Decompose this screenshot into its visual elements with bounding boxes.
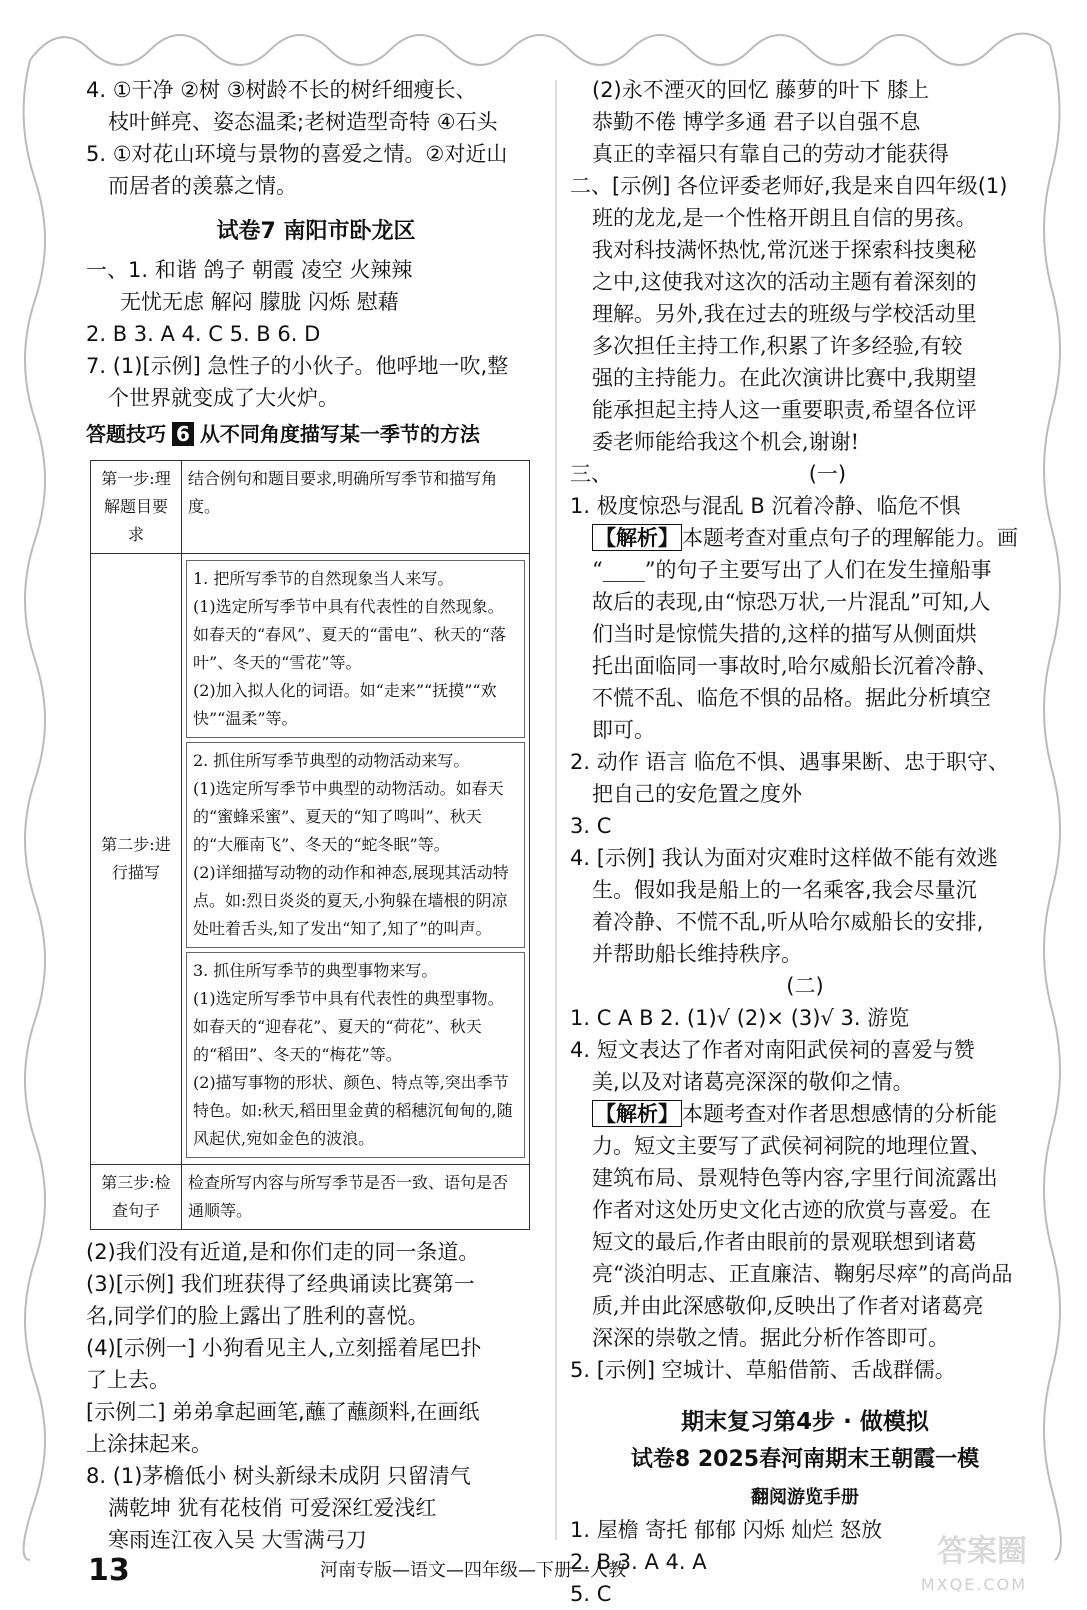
step1-text: 结合例句和题目要求,明确所写季节和描写角度。	[182, 461, 530, 554]
answer-line: 2. B 3. A 4. C 5. B 6. D	[86, 322, 321, 346]
section-number: 三、	[570, 462, 612, 486]
handwritten-line: 委老师能给我这个机会,谢谢!	[592, 430, 860, 454]
answer-line: 个世界就变成了大火炉。	[108, 386, 339, 410]
answer-line: 了上去。	[86, 1368, 170, 1392]
analysis-line: 们当时是惊慌失措的,这样的描写从侧面烘	[592, 622, 977, 646]
right-column	[570, 74, 1040, 1610]
answer-line: 8. (1)茅檐低小 树头新绿未成阴 只留清气	[86, 1464, 471, 1488]
method-table	[90, 460, 530, 1230]
analysis-line: “____”的句子主要写出了人们在发生撞船事	[592, 558, 992, 582]
subsection-label: (一)	[808, 462, 847, 486]
answer-line: 7. (1)[示例] 急性子的小伙子。他呼地一吹,整	[86, 354, 509, 378]
handwritten-line: 我对科技满怀热忱,常沉迷于探索科技奥秘	[592, 238, 977, 262]
analysis-line: 深深的崇敬之情。据此分析作答即可。	[592, 1326, 949, 1350]
block-line: 1. 把所写季节的自然现象当人来写。	[193, 569, 454, 588]
block-line: (2)加入拟人化的词语。如“走来”“抚摸”“欢快”“温柔”等。	[193, 681, 497, 728]
analysis-tag: 【解析】	[592, 1100, 682, 1127]
block-line: (1)选定所写季节中具有代表性的自然现象。如春天的“春风”、夏天的“雷电”、秋天的“落叶”、冬天的“雪花”等。	[193, 597, 506, 672]
answer-line: (4)[示例一] 小狗看见主人,立刻摇着尾巴扑	[86, 1336, 482, 1360]
subsection-label: (二)	[786, 974, 824, 998]
answer-line: 4. [示例] 我认为面对灾难时这样做不能有效逃	[570, 846, 998, 870]
method-block-1	[186, 560, 525, 738]
block-line: (1)选定所写季节中具有代表性的典型事物。如春天的“迎春花”、夏天的“荷花”、秋天的“稻田”、冬天的“梅花”等。	[193, 989, 504, 1064]
block-line: (2)描写事物的形状、颜色、特点等,突出季节特色。如:秋天,稻田里金黄的稻穗沉甸甸的,随风起伏,宛如金色的波浪。	[193, 1073, 513, 1148]
tip-number: 6	[172, 422, 194, 446]
handwritten-line: 班的龙龙,是一个性格开朗且自信的男孩。	[592, 206, 977, 230]
step3-text: 检查所写内容与所写季节是否一致、语句是否通顺等。	[182, 1165, 530, 1230]
answer-line: 一、1. 和谐 鸽子 朝霞 凌空 火辣辣	[86, 258, 413, 282]
handwritten-line: 能承担起主持人这一重要职责,希望各位评	[592, 398, 977, 422]
section-title: 翻阅游览手册	[751, 1487, 859, 1508]
answer-line: 5. C	[570, 1582, 612, 1606]
analysis-line	[570, 522, 1040, 554]
analysis-line: 不慌不乱、临危不惧的品格。据此分析填空	[592, 686, 991, 710]
tip-label: 答题技巧	[86, 422, 166, 446]
analysis-line: 作者对这处历史文化古迹的欣赏与喜爱。在	[592, 1198, 991, 1222]
watermark-logo: 答案圈	[937, 1534, 1027, 1569]
handwritten-line: 理解。另外,我在过去的班级与学校活动里	[592, 302, 977, 326]
answer-line: 而居者的羡慕之情。	[108, 174, 297, 198]
page-number: 13	[88, 1553, 130, 1588]
left-column	[86, 74, 546, 1556]
analysis-line: 亮“淡泊明志、正直廉洁、鞠躬尽瘁”的高尚品	[592, 1262, 1013, 1286]
tip-text: 从不同角度描写某一季节的方法	[199, 422, 480, 446]
page-footer	[0, 1534, 1087, 1600]
answer-line: [示例二] 弟弟拿起画笔,蘸了蘸颜料,在画纸	[86, 1400, 480, 1424]
block-line: 2. 抓住所写季节典型的动物活动来写。	[193, 751, 470, 770]
handwritten-line: 强的主持能力。在此次演讲比赛中,我期望	[592, 366, 977, 390]
handwritten-line: 之中,这使我对这次的活动主题有着深刻的	[592, 270, 977, 294]
step3-label: 第三步:检查句子	[91, 1165, 182, 1230]
answer-line: 上涂抹起来。	[86, 1432, 212, 1456]
answer-line: 1. 极度惊恐与混乱 B 沉着冷静、临危不惧	[570, 494, 961, 518]
answer-line: 把自己的安危置之度外	[592, 782, 802, 806]
handwritten-line: 多次担任主持工作,积累了许多经验,有较	[592, 334, 963, 358]
analysis-tag: 【解析】	[592, 524, 682, 551]
review-title: 期末复习第4步 · 做模拟	[681, 1409, 929, 1435]
answer-line: 满乾坤 犹有花枝俏 可爱深红爱浅红	[108, 1496, 437, 1520]
method-block-3	[186, 952, 525, 1158]
answer-line: 5. [示例] 空城计、草船借箭、舌战群儒。	[570, 1358, 956, 1382]
analysis-line: 力。短文主要写了武侯祠祠院的地理位置、	[592, 1134, 991, 1158]
block-line: (2)详细描写动物的动作和神态,展现其活动特点。如:烈日炎炎的夏天,小狗躲在墙根的阴凉处吐着舌头,知了发出“知了,知了”的叫声。	[193, 863, 509, 938]
block-line: 3. 抓住所写季节的典型事物来写。	[193, 961, 438, 980]
analysis-line: 质,并由此深感敬仰,反映出了作者对诸葛亮	[592, 1294, 984, 1318]
answer-line: 二、[示例] 各位评委老师好,我是来自四年级(1)	[570, 174, 1008, 198]
section-three-header	[570, 458, 1040, 490]
answer-line: 寒雨连江夜入吴 大雪满弓刀	[108, 1528, 367, 1552]
answer-line: 着冷静、不慌不乱,听从哈尔威船长的安排,	[592, 910, 984, 934]
tip-header	[86, 418, 546, 450]
analysis-text: 本题考查对重点句子的理解能力。画	[682, 526, 1018, 550]
paper8-title: 试卷8 2025春河南期末王朝霞一模	[630, 1447, 980, 1472]
answer-line: 生。假如我是船上的一名乘客,我会尽量沉	[592, 878, 977, 902]
answer-line: 美,以及对诸葛亮深深的敬仰之情。	[592, 1070, 914, 1094]
answer-line: (3)[示例] 我们班获得了经典诵读比赛第一	[86, 1272, 475, 1296]
book-info: 河南专版—语文—四年级—下册—人教	[320, 1560, 626, 1581]
answer-line: 真正的幸福只有靠自己的劳动才能获得	[592, 142, 949, 166]
answer-line: 名,同学们的脸上露出了胜利的喜悦。	[86, 1304, 429, 1328]
answer-line: (2)永不湮灭的回忆 藤萝的叶下 膝上	[592, 78, 930, 102]
answer-line: 3. C	[570, 814, 612, 838]
block-line: (1)选定所写季节中典型的动物活动。如春天的“蜜蜂采蜜”、夏天的“知了鸣叫”、秋天的“大雁南飞”、冬天的“蛇冬眠”等。	[193, 779, 504, 854]
answer-line: 无忧无虑 解闷 朦胧 闪烁 慰藉	[120, 290, 399, 314]
answer-line: 1. 屋檐 寄托 郁郁 闪烁 灿烂 怒放	[570, 1518, 883, 1542]
analysis-line: 短文的最后,作者由眼前的景观联想到诸葛	[592, 1230, 977, 1254]
answer-line: 枝叶鲜亮、姿态温柔;老树造型奇特 ④石头	[108, 110, 498, 134]
analysis-line	[570, 1098, 1040, 1130]
answer-line: (2)我们没有近道,是和你们走的同一条道。	[86, 1240, 480, 1264]
step2-label: 第二步:进行描写	[91, 554, 182, 1165]
analysis-line: 即可。	[592, 718, 655, 742]
answer-line: 1. C A B 2. (1)√ (2)× (3)√ 3. 游览	[570, 1006, 910, 1030]
analysis-line: 托出面临同一事故时,哈尔威船长沉着冷静、	[592, 654, 998, 678]
answer-line: 恭勤不倦 博学多通 君子以自强不息	[592, 110, 921, 134]
answer-line: 2. 动作 语言 临危不惧、遇事果断、忠于职守、	[570, 750, 1010, 774]
method-block-2	[186, 742, 525, 948]
paper7-title: 试卷7 南阳市卧龙区	[216, 219, 416, 244]
answer-line: 5. ①对花山环境与景物的喜爱之情。②对近山	[86, 142, 508, 166]
step1-label: 第一步:理解题目要求	[91, 461, 182, 554]
answer-line: 2. B 3. A 4. A	[570, 1550, 707, 1574]
answer-line: 4. 短文表达了作者对南阳武侯祠的喜爱与赞	[570, 1038, 975, 1062]
step2-content	[182, 554, 530, 1165]
analysis-text: 本题考查对作者思想感情的分析能	[682, 1102, 997, 1126]
answer-line: 4. ①干净 ②树 ③树龄不长的树纤细瘦长、	[86, 78, 477, 102]
analysis-line: 故后的表现,由“惊恐万状,一片混乱”可知,人	[592, 590, 991, 614]
watermark-url: MXQE.COM	[920, 1575, 1027, 1594]
answer-line: 并帮助船长维持秩序。	[592, 942, 802, 966]
analysis-line: 建筑布局、景观特色等内容,字里行间流露出	[592, 1166, 998, 1190]
